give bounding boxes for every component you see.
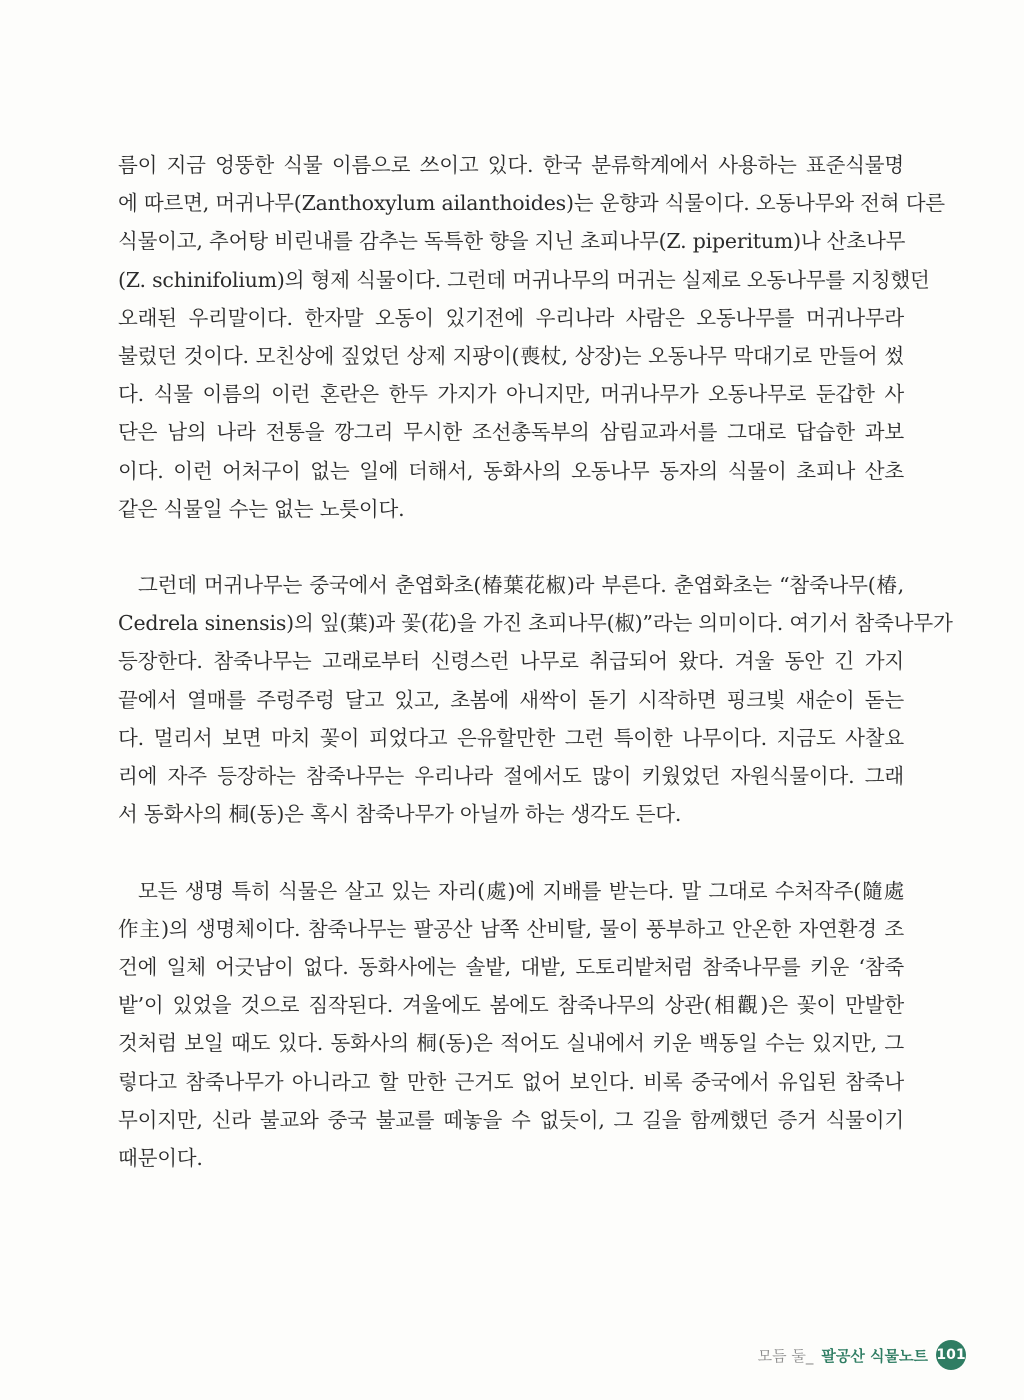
paragraph-1 [118, 146, 945, 528]
text-line: 식물이고, 추어탕 비린내를 감추는 독특한 향을 지닌 초피나무(Z. piperitum)나 산초나무 [118, 229, 906, 254]
text-line: 렇다고 참죽나무가 아니라고 할 만한 근거도 없어 보인다. 비록 중국에서 유입된 참죽나 [118, 1069, 904, 1094]
text-line: 건에 일체 어긋남이 없다. 동화사에는 솔밭, 대밭, 도토리밭처럼 참죽나무를 키운 ‘참죽 [118, 954, 904, 979]
text-line: (Z. schinifolium)의 형제 식물이다. 그런데 머귀나무의 머귀는 실제로 오동나무를 지칭했던 [118, 267, 930, 292]
paragraph-gap [118, 528, 904, 566]
paragraph-gap [118, 833, 904, 871]
footer-part-label: 모듬 둘_ [757, 1346, 814, 1365]
text-line: 다. 멀리서 보면 마치 꽃이 피었다고 은유할만한 그런 특이한 나무이다. 지금도 사찰요 [118, 725, 904, 750]
text-line: 끝에서 열매를 주렁주렁 달고 있고, 초봄에 새싹이 돋기 시작하면 핑크빛 새순이 돋는 [118, 687, 904, 712]
text-line: 불렀던 것이다. 모친상에 짚었던 상제 지팡이(喪杖, 상장)는 오동나무 막대기로 만들어 썼 [118, 343, 904, 368]
page-footer [758, 1340, 966, 1370]
text-line: 무이지만, 신라 불교와 중국 불교를 떼놓을 수 없듯이, 그 길을 함께했던 증거 식물이기 [118, 1107, 904, 1132]
page-number-badge: 101 [936, 1340, 966, 1370]
text-line: 이다. 이런 어처구이 없는 일에 더해서, 동화사의 오동나무 동자의 식물이 초피나 산초 [118, 458, 904, 483]
text-line: 오래된 우리말이다. 한자말 오동이 있기전에 우리나라 사람은 오동나무를 머귀나무라 [118, 305, 904, 330]
text-line: 그런데 머귀나무는 중국에서 춘엽화초(椿葉花椒)라 부른다. 춘엽화초는 “참죽나무(椿, [138, 573, 904, 598]
text-line: Cedrela sinensis)의 잎(葉)과 꽃(花)을 가진 초피나무(椒)”라는 의미이다. 여기서 참죽나무가 [118, 611, 953, 636]
text-line: 에 따르면, 머귀나무(Zanthoxylum ailanthoides)는 운향과 식물이다. 오동나무와 전혀 다른 [118, 191, 945, 216]
text-line: 때문이다. [118, 1145, 203, 1170]
text-line: 서 동화사의 桐(동)은 혹시 참죽나무가 아닐까 하는 생각도 든다. [118, 802, 682, 827]
text-line: 作主)의 생명체이다. 참죽나무는 팔공산 남쪽 산비탈, 물이 풍부하고 안온한 자연환경 조 [118, 916, 904, 941]
text-line: 등장한다. 참죽나무는 고래로부터 신령스런 나무로 취급되어 왔다. 겨울 동안 긴 가지 [118, 649, 904, 674]
body-text [118, 146, 953, 1177]
text-line: 같은 식물일 수는 없는 노릇이다. [118, 496, 405, 521]
text-line: 단은 남의 나라 전통을 깡그리 무시한 조선총독부의 삼림교과서를 그대로 답습한 과보 [118, 420, 904, 445]
paragraph-3 [118, 872, 904, 1178]
text-line: 리에 자주 등장하는 참죽나무는 우리나라 절에서도 많이 키웠었던 자원식물이다. 그래 [118, 764, 904, 788]
text-line: 다. 식물 이름의 이런 혼란은 한두 가지가 아니지만, 머귀나무가 오동나무로 둔갑한 사 [118, 382, 904, 407]
footer-book-title: 팔공산 식물노트 [821, 1346, 928, 1365]
paragraph-2 [118, 566, 953, 833]
text-line: 밭’이 있었을 것으로 짐작된다. 겨울에도 봄에도 참죽나무의 상관(相觀)은 꽃이 만발한 [118, 993, 904, 1018]
text-line: 름이 지금 엉뚱한 식물 이름으로 쓰이고 있다. 한국 분류학계에서 사용하는 표준식물명 [118, 153, 904, 177]
text-line: 모든 생명 특히 식물은 살고 있는 자리(處)에 지배를 받는다. 말 그대로 수처작주(隨處 [138, 878, 904, 903]
text-line: 것처럼 보일 때도 있다. 동화사의 桐(동)은 적어도 실내에서 키운 백동일 수는 있지만, 그 [118, 1031, 904, 1056]
